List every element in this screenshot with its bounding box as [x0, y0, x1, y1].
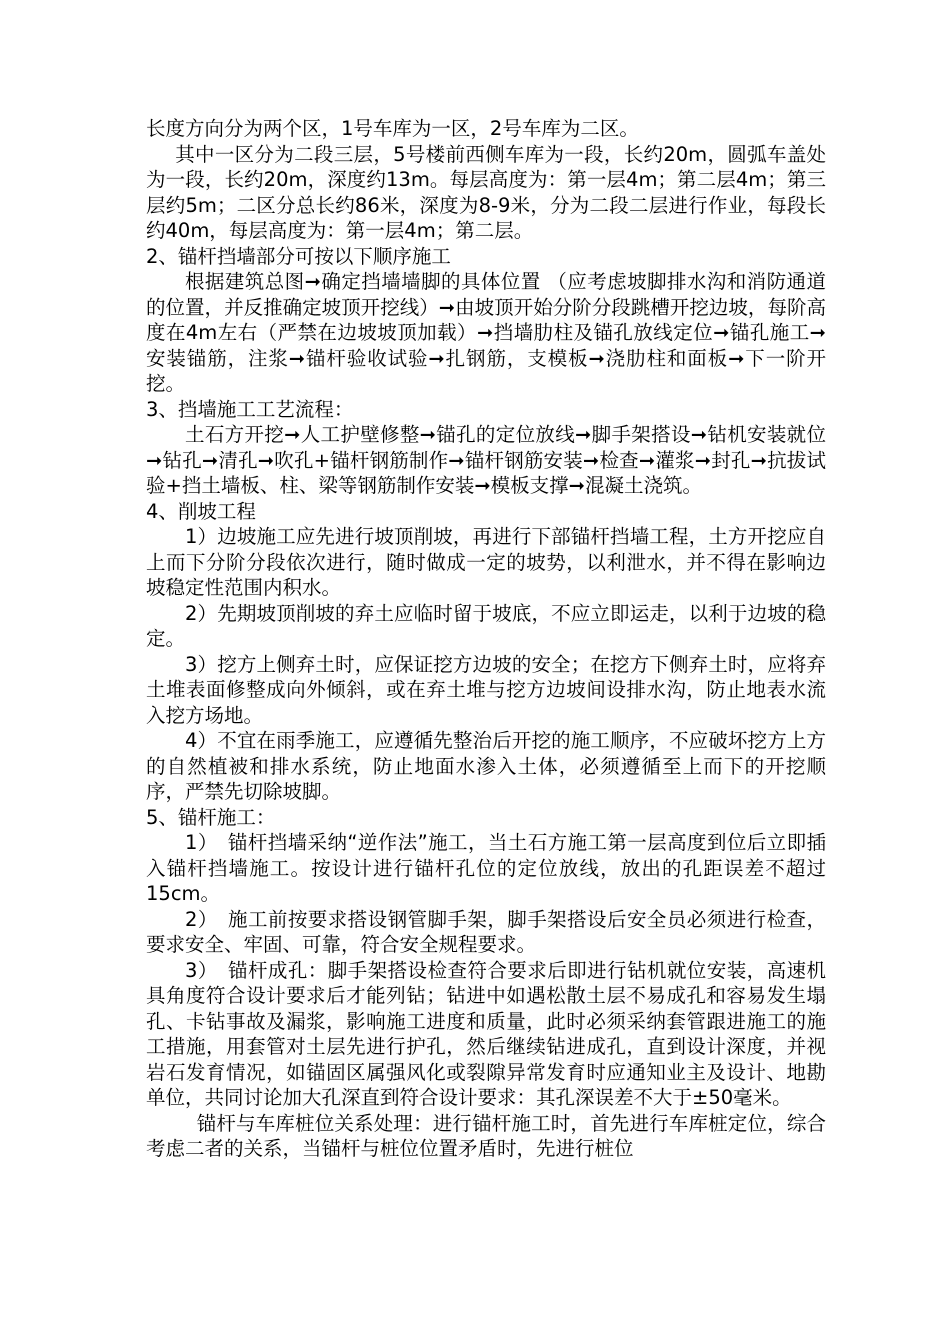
paragraph: 2） 施工前按要求搭设钢管脚手架，脚手架搭设后安全员必须进行检查，要求安全、牢固、可靠，符合安全规程要求。: [146, 907, 826, 956]
section-heading: 5、锚杆施工：: [146, 805, 276, 829]
paragraph: 长度方向分为两个区，1号车库为一区，2号车库为二区。: [146, 117, 639, 140]
paragraph: 4）不宜在雨季施工，应遵循先整治后开挖的施工顺序，不应破坏挖方上方的自然植被和排水系统，防止地面水渗入土体，必须遵循至上而下的开挖顺序，严禁先切除坡脚。: [146, 729, 826, 803]
paragraph: 1）边坡施工应先进行坡顶削坡，再进行下部锚杆挡墙工程，土方开挖应自上而下分阶分段依次进行，随时做成一定的坡势，以利泄水，并不得在影响边坡稳定性范围内积水。: [146, 525, 826, 599]
section-heading: 4、削坡工程: [146, 499, 256, 523]
paragraph: 土石方开挖➞人工护壁修整➞锚孔的定位放线➞脚手架搭设➞钻机安装就位➞钻孔➞清孔➞吹孔+锚杆钢筋制作➞锚杆钢筋安装➞检查➞灌浆➞封孔➞抗拔试验+挡土墙板、柱、梁等钢筋制作安装➞模板支撑➞混凝土浇筑。: [146, 423, 826, 497]
paragraph: 根据建筑总图➞确定挡墙墙脚的具体位置 （应考虑坡脚排水沟和消防通道的位置，并反推确定坡顶开挖线）➞由坡顶开始分阶分段跳槽开挖边坡，每阶高度在4m左右（严禁在边坡坡顶加载）➞挡墙肋柱及锚孔放线定位➞锚孔施工➞安装锚筋，注浆➞锚杆验收试验➞扎钢筋，支模板➞浇肋柱和面板➞下一阶开挖。: [146, 270, 826, 395]
paragraph: 其中一区分为二段三层，5号楼前西侧车库为一段，长约20m，圆弧车盖处为一段，长约20m，深度约13m。每层高度为：第一层4m；第二层4m；第三层约5m；二区分总长约86米，深度为8-9米，分为二段二层进行作业，每段长约40m，每层高度为：第一层4m；第二层。: [146, 142, 826, 242]
paragraph: 3） 锚杆成孔：脚手架搭设检查符合要求后即进行钻机就位安装，高速机具角度符合设计要求后才能列钻；钻进中如遇松散土层不易成孔和容易发生塌孔、卡钻事故及漏浆，影响施工进度和质量，此时必须采纳套管跟进施工的施工措施，用套管对土层先进行护孔，然后继续钻进成孔，直到设计深度，并视岩石发育情况，如锚固区属强风化或裂隙异常发育时应通知业主及设计、地勘单位，共同讨论加大孔深直到符合设计要求：其孔深误差不大于±50毫米。: [146, 958, 826, 1109]
paragraph: 3）挖方上侧弃土时，应保证挖方边坡的安全；在挖方下侧弃土时，应将弃土堆表面修整成向外倾斜，或在弃土堆与挖方边坡间设排水沟，防止地表水流入挖方场地。: [146, 652, 826, 727]
document-page: [146, 116, 826, 1162]
section-heading: 2、锚杆挡墙部分可按以下顺序施工: [146, 244, 451, 268]
paragraph: 锚杆与车库桩位关系处理：进行锚杆施工时，首先进行车库桩定位，综合考虑二者的关系，当锚杆与桩位位置矛盾时，先进行桩位: [146, 1111, 826, 1160]
paragraph: 1） 锚杆挡墙采纳“逆作法”施工，当土石方施工第一层高度到位后立即插入锚杆挡墙施工。按设计进行锚杆孔位的定位放线，放出的孔距误差不超过15cm。: [146, 831, 826, 905]
section-heading: 3、挡墙施工工艺流程：: [146, 397, 354, 421]
paragraph: 2）先期坡顶削坡的弃土应临时留于坡底，不应立即运走，以利于边坡的稳定。: [146, 601, 826, 650]
